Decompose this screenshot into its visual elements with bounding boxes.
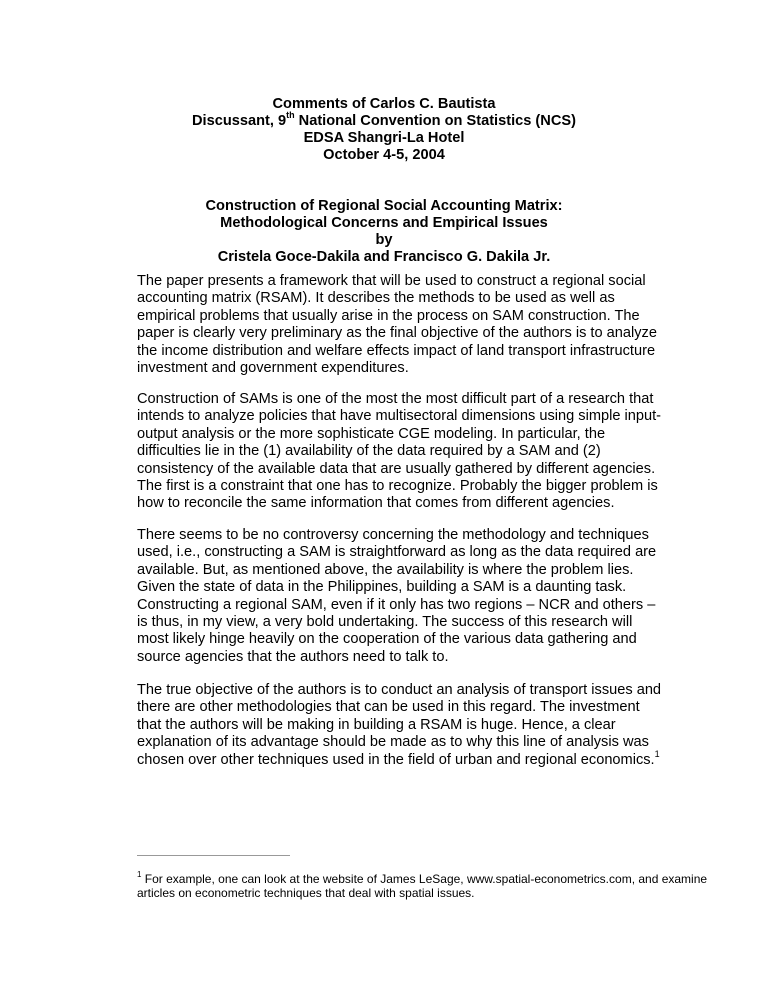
paragraph-2: Construction of SAMs is one of the most the most difficult part of a research that intends to analyze policies that have multisectoral dimensions using simple input- output analysis or the more sophisticate CGE modeling. In particular, the difficulties lie in the (1) availability of the data required by a SAM and (2) consistency of the available data that are usually gathered by different agencies. The first is a constraint that one has to recognize. Probably the bigger problem is how to reconcile the same information that comes from different agencies. (137, 391, 662, 512)
paragraph-3: There seems to be no controversy concerning the methodology and techniques used, i.e., constructing a SAM is straightforward as long as the data required are available. But, as mentioned above, the availability is where the problem lies. Given the state of data in the Philippines, building a SAM is a daunting task. Constructing a regional SAM, even if it only has two regions – NCR and others – is thus, in my view, a very bold undertaking. The success of this research will most likely hinge heavily on the cooperation of the various data gathering and source agencies that the authors need to talk to. (137, 527, 657, 665)
header-date-line: October 4-5, 2004 (323, 147, 445, 163)
paper-title-line-2: Methodological Concerns and Empirical Issues (220, 215, 548, 231)
paper-title-block (0, 198, 768, 266)
header-venue-line: EDSA Shangri-La Hotel (303, 130, 465, 146)
footnote-reference[interactable]: 1 (654, 748, 660, 759)
footnote-number: 1 (137, 870, 142, 879)
footnote: $^1$ For example, one can look at the website of James LeSage, www.spatial-econometrics.com, and examine articles on econometric techniques that deal with spatial issues. (137, 870, 708, 900)
paper-by-line: by (375, 232, 393, 248)
comments-header (0, 96, 768, 164)
paragraph-4: The true objective of the authors is to conduct an analysis of transport issues and there are other methodologies that can be used in this regard. The investment that the authors will be making in building a RSAM is huge. Hence, a clear explanation of its advantage should be made as to why this line of analysis was chosen over other techniques used in the field of urban and regional economics.$^1$ (137, 682, 662, 768)
footnote-separator (137, 855, 290, 856)
header-author-line: Comments of Carlos C. Bautista (272, 96, 496, 112)
paper-title-line-1: Construction of Regional Social Accounting Matrix: (205, 198, 563, 214)
header-discussant-line: Discussant, 9th National Convention on Statistics (NCS) (192, 110, 576, 129)
paper-authors-line: Cristela Goce-Dakila and Francisco G. Dakila Jr. (217, 249, 551, 265)
paragraph-1: The paper presents a framework that will be used to construct a regional social accounting matrix (RSAM). It describes the methods to be used as well as empirical problems that usually arise in the process on SAM construction. The paper is clearly very preliminary as the final objective of the authors is to analyze the income distribution and welfare effects impact of land transport infrastructure investment and government expenditures. (137, 273, 657, 377)
ordinal-superscript: th (286, 110, 295, 121)
